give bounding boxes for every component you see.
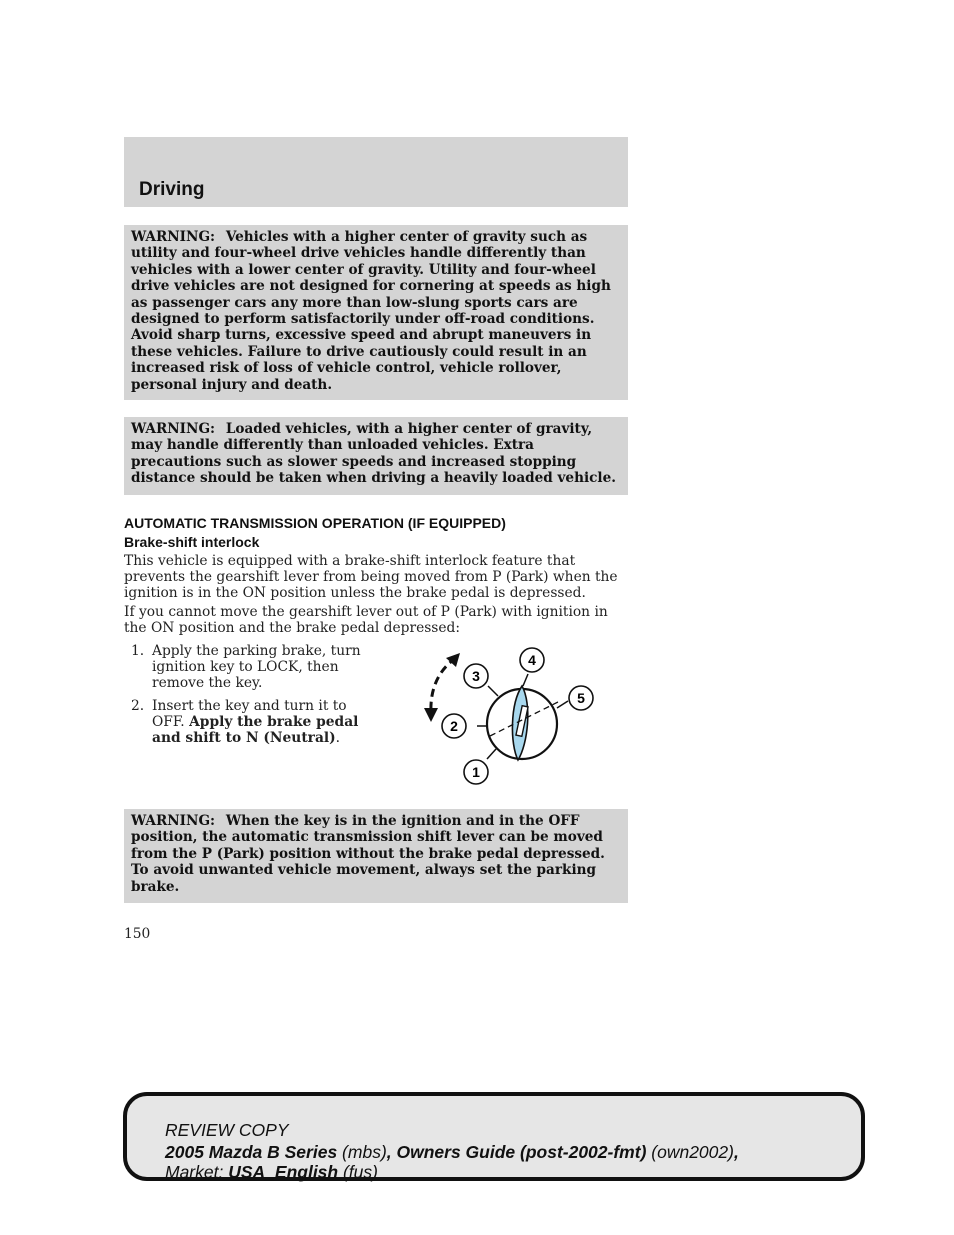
footer-market-code: (fus)	[338, 1162, 378, 1182]
label-marker-3	[464, 664, 488, 688]
step-tail: .	[335, 730, 341, 747]
label-marker-4	[520, 648, 544, 672]
leader-line-1	[487, 749, 496, 759]
step-text: Insert the key and turn it to OFF.	[152, 697, 347, 730]
label-5: 5	[577, 690, 585, 706]
paragraph-condition: If you cannot move the gearshift lever out of P (Park) with ignition in the ON position and the brake pedal depressed:	[124, 604, 608, 637]
label-marker-5	[569, 686, 593, 710]
footer-separator: ,	[733, 1142, 739, 1162]
step-number: 1.	[131, 643, 145, 659]
section-title: Driving	[139, 179, 205, 200]
label-1: 1	[472, 764, 480, 780]
section-header-band	[124, 137, 628, 207]
page-number: 150	[124, 926, 151, 942]
leader-line-4	[523, 674, 528, 686]
footer-market-label: Market:	[165, 1162, 229, 1182]
paragraph-intro: This vehicle is equipped with a brake-shift interlock feature that prevents the gearshift lever from being moved from P (Park) when the ignition is in the ON position unless the brake pedal is depressed.	[124, 553, 618, 602]
footer-separator: ,	[386, 1142, 397, 1162]
warning-box-gravity	[124, 225, 628, 400]
step-bold-text: Apply the brake pedal and shift to N (Neutral)	[152, 713, 359, 747]
label-2: 2	[450, 718, 458, 734]
footer-vehicle-code: (mbs)	[337, 1142, 387, 1162]
ignition-key-diagram	[410, 640, 610, 790]
footer-document-line	[165, 1142, 739, 1163]
step-number: 2.	[131, 697, 145, 714]
step-item	[124, 698, 364, 747]
warning-text: When the key is in the ignition and in the OFF position, the automatic transmission shift lever can be moved from the P (Park) position without the brake pedal depressed. To avoid unwanted vehicle movement, always set the parking brake.	[131, 813, 605, 895]
warning-label: WARNING:	[131, 229, 216, 245]
footer-market-line	[165, 1162, 378, 1183]
section-heading: AUTOMATIC TRANSMISSION OPERATION (IF EQUIPPED)	[124, 515, 506, 531]
subsection-heading: Brake-shift interlock	[124, 534, 260, 550]
footer-review-copy: REVIEW COPY	[165, 1120, 289, 1140]
leader-line-5	[557, 701, 568, 708]
step-item	[124, 643, 364, 692]
label-marker-1	[464, 760, 488, 784]
warning-box-loaded	[124, 417, 628, 495]
warning-label: WARNING:	[131, 813, 216, 829]
label-3: 3	[472, 668, 480, 684]
rotation-arrow-icon	[431, 658, 456, 712]
label-4: 4	[528, 652, 536, 668]
label-marker-2	[442, 714, 466, 738]
warning-text: Loaded vehicles, with a higher center of gravity, may handle differently than unloaded vehicles. Extra precautions such as slower speeds and increased stopping distance should be taken when driving a heavily loaded vehicle.	[131, 421, 616, 487]
footer-guide: Owners Guide (post-2002-fmt)	[396, 1142, 647, 1162]
warning-text: Vehicles with a higher center of gravity such as utility and four-wheel drive vehicles handle differently than vehicles with a lower center of gravity. Utility and four-wheel drive vehicles are not designed for cornering at speeds as high as passenger cars any more than low-slung sports cars are designed to perform satisfactorily under off-road conditions. Avoid sharp turns, excessive speed and abrupt maneuvers in these vehicles. Failure to drive cautiously could result in an increased risk of loss of vehicle control, vehicle rollover, personal injury and death.	[131, 229, 611, 393]
arrow-head-down-icon	[424, 708, 438, 722]
warning-label: WARNING:	[131, 421, 216, 437]
leader-line-3	[488, 686, 498, 696]
footer-market: USA_English	[228, 1162, 339, 1182]
step-text: Apply the parking brake, turn ignition key to LOCK, then remove the key.	[152, 643, 361, 692]
footer-guide-code: (own2002)	[646, 1142, 734, 1162]
warning-box-off-position	[124, 809, 628, 903]
arrow-head-up-icon	[446, 653, 460, 667]
footer-vehicle: 2005 Mazda B Series	[165, 1142, 338, 1162]
steps-list	[124, 643, 364, 752]
review-copy-footer	[123, 1092, 865, 1181]
